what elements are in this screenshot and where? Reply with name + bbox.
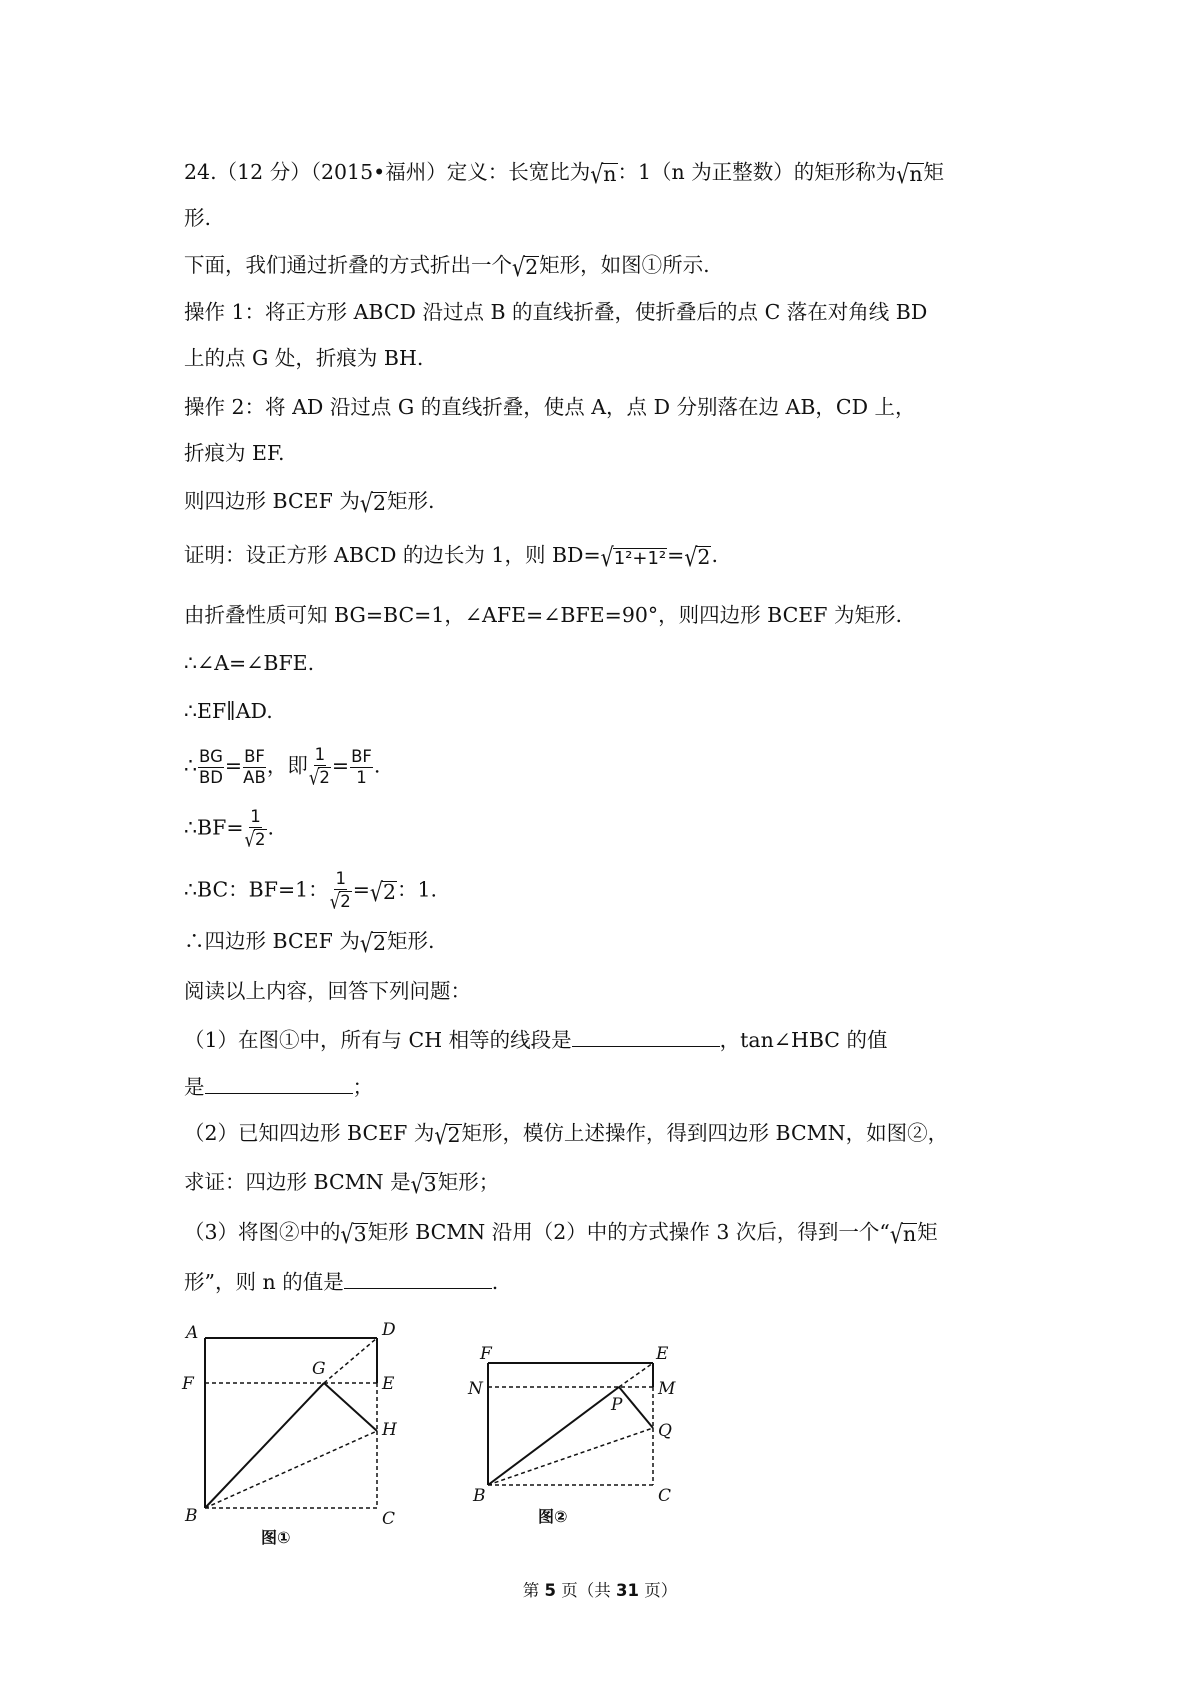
label-c: C (658, 1486, 672, 1506)
sqrt-n: √n (590, 159, 617, 189)
question-2-line-2: 求证：四边形 BCMN 是√3矩形； (184, 1169, 500, 1199)
fold-bg (205, 1383, 324, 1508)
proof-line-5: ∴ $\frac{BG}{BD}$ = $\frac{BF}{AB}$ ，即 $\frac{1}{√2}$ = $\frac{BF}{1}$ . (184, 745, 381, 790)
answer-blank[interactable] (205, 1071, 353, 1094)
question-1-line-2: 是 ； (184, 1071, 373, 1102)
label-m: M (658, 1379, 676, 1399)
label-n: N (468, 1379, 483, 1399)
label-a: A (186, 1323, 199, 1343)
sqrt-2: √2 (684, 542, 711, 572)
questions-intro: 阅读以上内容，回答下列问题： (184, 979, 471, 1003)
problem-intro: 下面，我们通过折叠的方式折出一个√2矩形，如图①所示. (184, 252, 710, 282)
sqrt-2: √2 (369, 876, 397, 907)
proof-line-6: ∴BF= $\frac{1}{√2}$ . (184, 807, 275, 852)
problem-header: 24.（12 分）（2015•福州）定义：长宽比为√n：1（n 为正整数）的矩形称为√n矩 (184, 159, 945, 189)
sqrt-2: √2 (512, 252, 539, 282)
fraction-bg-bd: $\frac{BG}{BD}$ (198, 746, 223, 787)
sqrt-n: √n (896, 159, 923, 189)
label-g: G (312, 1359, 326, 1379)
label-f: F (182, 1374, 194, 1394)
proof-line-8: ∴四边形 BCEF 为√2矩形. (184, 928, 435, 958)
label-c: C (382, 1509, 396, 1529)
fraction-1-sqrt2: $\frac{1}{√2}$ (244, 807, 266, 852)
sqrt-2: √2 (434, 1120, 461, 1150)
label-p: P (611, 1395, 623, 1415)
sqrt-bd-expression: √1²+1² (600, 542, 667, 572)
proof-line-3: ∴∠A=∠BFE. (184, 651, 315, 675)
fold-pq (619, 1387, 653, 1428)
label-f: F (480, 1344, 492, 1364)
figure-1 (180, 1315, 410, 1545)
page-number: 5 (544, 1581, 556, 1600)
figure-1-caption: 图① (261, 1528, 291, 1545)
sqrt-2: √2 (359, 928, 386, 958)
sqrt-2: √2 (359, 488, 386, 518)
problem-header-cont: 形. (184, 206, 212, 230)
label-e: E (382, 1374, 395, 1394)
question-3-line-2: 形”，则 n 的值是 . (184, 1266, 498, 1297)
page-total: 31 (616, 1581, 639, 1600)
figure-2 (465, 1340, 680, 1545)
sqrt-3: √3 (340, 1219, 367, 1249)
crease-bq (488, 1428, 653, 1485)
fold-bp (488, 1387, 619, 1485)
proof-line-2: 由折叠性质可知 BG=BC=1，∠AFE=∠BFE=90°，则四边形 BCEF 为矩形. (184, 603, 903, 627)
diagonal-pe (619, 1363, 653, 1387)
proof-line-1: 证明：设正方形 ABCD 的边长为 1，则 BD=√1²+1²=√2. (184, 542, 718, 572)
crease-bh (205, 1431, 377, 1508)
page-footer: 第 5 页（共 31 页） (522, 1581, 678, 1600)
label-q: Q (658, 1421, 672, 1441)
problem-result: 则四边形 BCEF 为√2矩形. (184, 488, 435, 518)
proof-line-7: ∴BC：BF=1： $\frac{1}{√2}$ =√2：1. (184, 869, 438, 914)
figure-2-caption: 图② (538, 1507, 568, 1526)
label-d: D (382, 1320, 396, 1340)
answer-blank[interactable] (572, 1024, 720, 1047)
operation-1-line-2: 上的点 G 处，折痕为 BH. (184, 346, 424, 370)
question-3-line-1: （3）将图②中的√3矩形 BCMN 沿用（2）中的方式操作 3 次后，得到一个“√n矩 (184, 1219, 938, 1249)
fold-gh (324, 1383, 377, 1431)
question-1-line-1: （1）在图①中，所有与 CH 相等的线段是 ，tan∠HBC 的值 (184, 1024, 888, 1055)
label-h: H (382, 1420, 397, 1440)
sqrt-3: √3 (410, 1169, 437, 1199)
fraction-bf-ab: $\frac{BF}{AB}$ (243, 746, 266, 787)
fraction-1-sqrt2: $\frac{1}{√2}$ (329, 869, 351, 914)
operation-1-line-1: 操作 1：将正方形 ABCD 沿过点 B 的直线折叠，使折叠后的点 C 落在对角线 BD (184, 300, 928, 324)
label-b: B (473, 1486, 486, 1506)
operation-2-line-1: 操作 2：将 AD 沿过点 G 的直线折叠，使点 A，点 D 分别落在边 AB，CD 上， (184, 395, 916, 419)
answer-blank[interactable] (344, 1266, 492, 1289)
label-e: E (656, 1344, 669, 1364)
proof-line-4: ∴EF∥AD. (184, 699, 273, 723)
sqrt-n: √n (889, 1219, 917, 1249)
fraction-bf-1: $\frac{BF}{1}$ (351, 746, 372, 787)
fraction-1-sqrt2: $\frac{1}{√2}$ (308, 745, 330, 790)
diagonal-gd (324, 1338, 377, 1383)
question-2-line-1: （2）已知四边形 BCEF 为√2矩形，模仿上述操作，得到四边形 BCMN，如图②， (184, 1120, 949, 1150)
operation-2-line-2: 折痕为 EF. (184, 441, 285, 465)
label-b: B (185, 1506, 198, 1526)
